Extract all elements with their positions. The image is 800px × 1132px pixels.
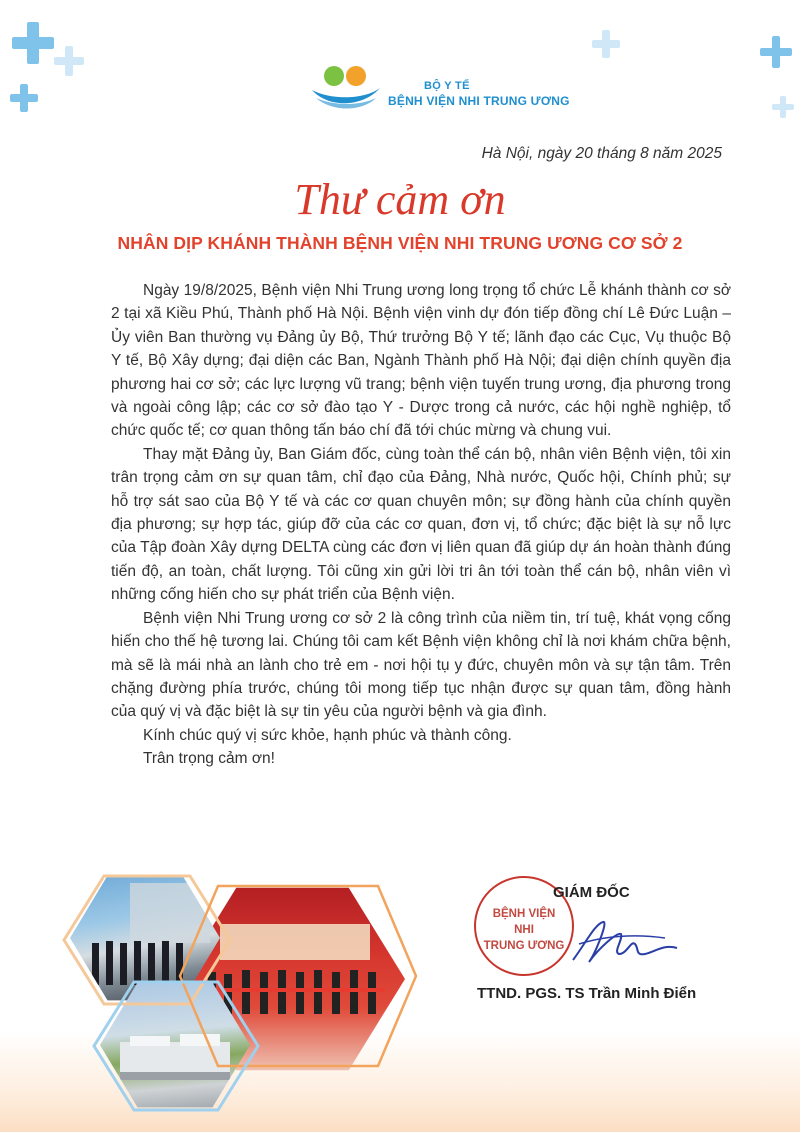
paragraph: Thay mặt Đảng ủy, Ban Giám đốc, cùng toàn thể cán bộ, nhân viên Bệnh viện, tôi xin trân trọng cảm ơn sự quan tâm, chỉ đạo của Đảng, Nhà nước, Quốc hội, Chính phủ; sự hỗ trợ sát sao của Bộ Y tế và các cơ quan chuyên môn; sự đồng hành của chính quyền địa phương; sự hợp tác, giúp đỡ của các cơ quan, đơn vị, tổ chức; đặc biệt là sự nỗ lực của Tập đoàn Xây dựng DELTA cùng các đơn vị liên quan đã giúp dự án hoàn thành đúng tiến độ, an toàn, chất lượng. Tôi cũng xin gửi lời tri ân tới toàn thể cán bộ, nhân viên vì những cống hiến cho sự phát triển của Bệnh viện. [111, 445, 731, 604]
letter-title: Thư cảm ơn [294, 175, 506, 224]
signer-name: TTND. PGS. TS Trần Minh Điển [477, 985, 697, 1002]
stamp-text: TRUNG ƯƠNG [483, 940, 565, 952]
letter-subtitle: NHÂN DỊP KHÁNH THÀNH BỆNH VIỆN NHI TRUNG ƯƠNG CƠ SỞ 2 [117, 233, 683, 253]
letter-body [111, 279, 731, 771]
closing-wish: Kính chúc quý vị sức khỏe, hạnh phúc và thành công. [143, 726, 512, 744]
paragraph: Bệnh viện Nhi Trung ương cơ sở 2 là công trình của niềm tin, trí tuệ, khát vọng cống hiến cho thế hệ tương lai. Chúng tôi cam kết Bệnh viện không chỉ là nơi khám chữa bệnh, mà sẽ là mái nhà an lành cho trẻ em - nơi hội tụ y đức, chuyên môn và sự tận tâm. Trên chặng đường phía trước, chúng tôi mong tiếp tục nhận được sự quan tâm, đồng hành của quý vị và đặc biệt là sự tin yêu của người bệnh và gia đình. [111, 609, 731, 721]
decor-cross-icon [772, 96, 794, 118]
signer-position: GIÁM ĐỐC [553, 884, 630, 901]
handwritten-signature-icon [565, 914, 680, 969]
decor-cross-icon [54, 46, 84, 76]
decor-cross-icon [12, 22, 54, 64]
hex-frame-icon [58, 860, 418, 1120]
organization-name [388, 80, 570, 108]
hospital-logo-icon [306, 62, 386, 112]
stamp-text: BỆNH VIỆN [492, 908, 556, 920]
stamp-text: NHI [514, 924, 534, 936]
date-line: Hà Nội, ngày 20 tháng 8 năm 2025 [481, 145, 722, 162]
decor-cross-icon [10, 84, 38, 112]
decor-cross-icon [592, 30, 620, 58]
hospital-name: BỆNH VIỆN NHI TRUNG ƯƠNG [388, 94, 570, 108]
decor-cross-icon [760, 36, 792, 68]
paragraph: Ngày 19/8/2025, Bệnh viện Nhi Trung ương long trọng tổ chức Lễ khánh thành cơ sở 2 tại xã Kiều Phú, Thành phố Hà Nội. Bệnh viện vinh dự đón tiếp đồng chí Lê Đức Luận – Ủy viên Ban thường vụ Đảng ủy Bộ, Thứ trưởng Bộ Y tế; lãnh đạo các Cục, Vụ thuộc Bộ Y tế, Bộ Xây dựng; đại diện các Ban, Ngành Thành phố Hà Nội; đại diện chính quyền địa phương hai cơ sở; các lực lượng vũ trang; bệnh viện tuyến trung ương, địa phương trong và ngoài công lập; các cơ sở đào tạo Y - Dược trong cả nước, các hội nghề nghiệp, tổ chức quốc tế; cơ quan thông tấn báo chí đã tới chúc mừng và chung vui. [111, 282, 731, 440]
closing-thanks: Trân trọng cảm ơn! [143, 750, 275, 768]
ministry-name: BỘ Y TẾ [424, 80, 470, 92]
